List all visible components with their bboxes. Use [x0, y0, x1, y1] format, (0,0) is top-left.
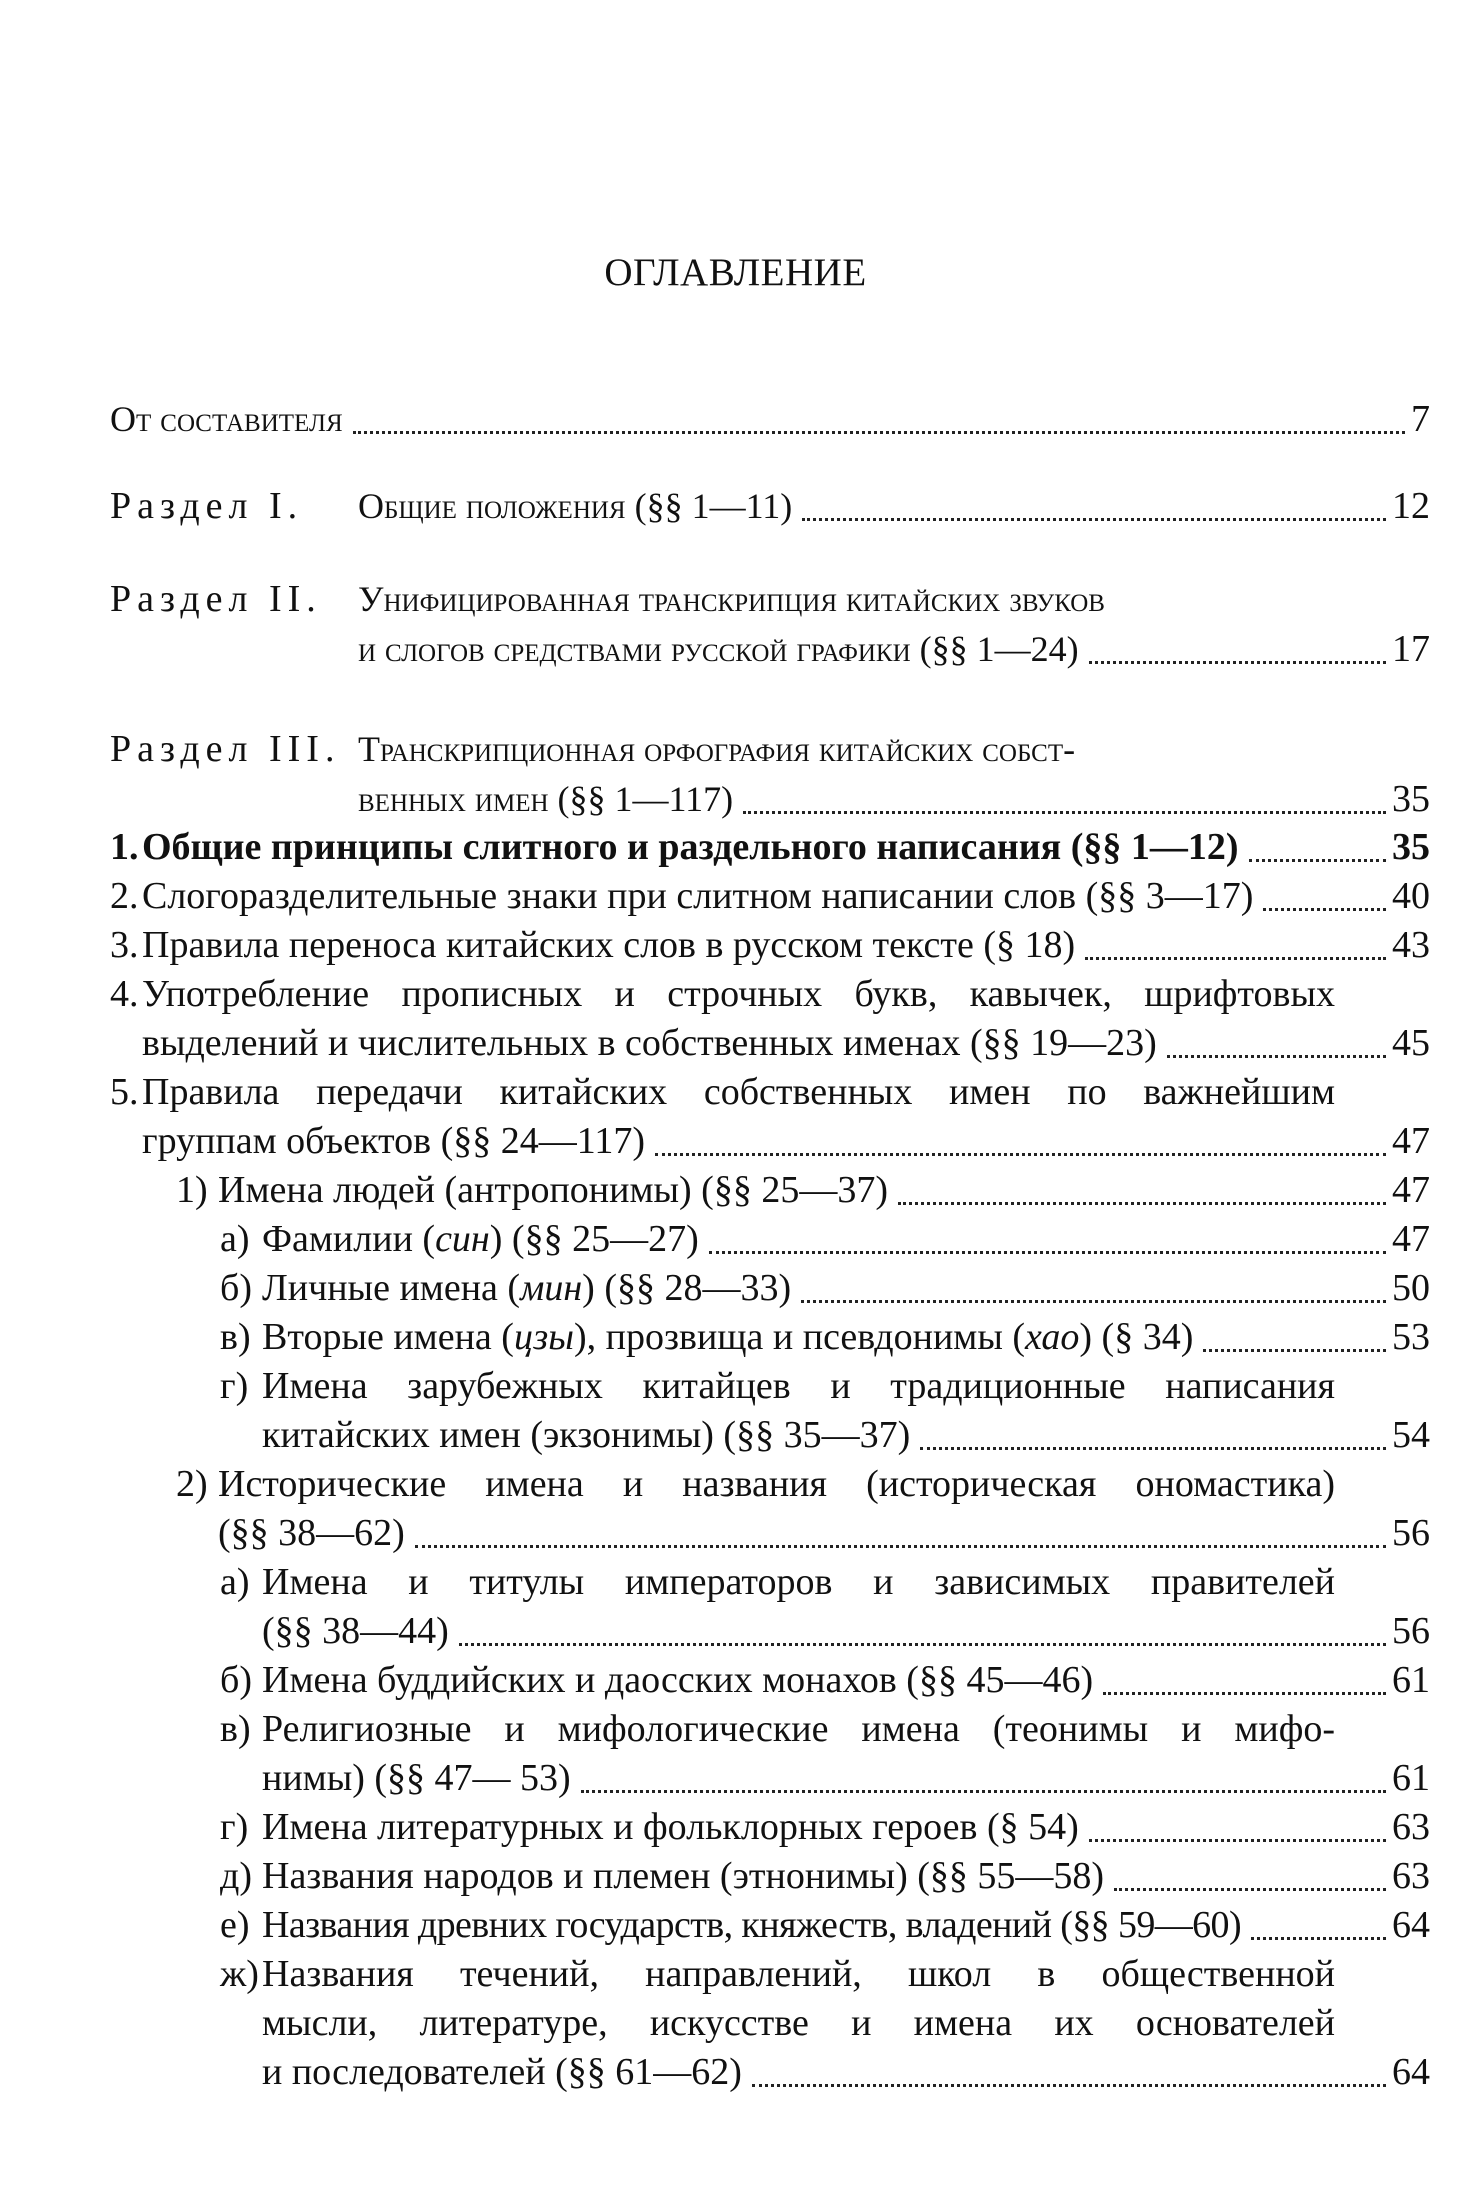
entry-number: в): [220, 1708, 251, 1750]
entry-text: Правила передачи китайских собственных имен по важнейшим: [142, 1071, 1335, 1113]
dot-leader: [802, 515, 1386, 521]
dot-leader: [1249, 856, 1386, 862]
entry-number: 1.: [110, 826, 139, 868]
entry-number: 3.: [110, 924, 139, 966]
entry-text: Религиозные и мифологические имена (теонимы и мифо-: [262, 1708, 1335, 1750]
dot-leader: [898, 1199, 1386, 1205]
page-number: 45: [1392, 1022, 1430, 1064]
dot-leader: [920, 1444, 1386, 1450]
entry-number: б): [220, 1267, 252, 1309]
entry-text: Названия древних государств, княжеств, владений (§§ 59—60): [262, 1904, 1242, 1946]
dot-leader: [1089, 1836, 1386, 1842]
dot-leader: [1103, 1689, 1386, 1695]
dot-leader: [1167, 1052, 1386, 1058]
section-label: Раздел II.: [110, 578, 322, 620]
dot-leader: [1089, 658, 1386, 664]
entry-text: Названия течений, направлений, школ в общественной: [262, 1953, 1335, 1995]
page-number: 47: [1392, 1218, 1430, 1260]
dot-leader: [581, 1787, 1386, 1793]
entry-number: а): [220, 1561, 250, 1603]
dot-leader: [743, 808, 1386, 814]
dot-leader: [1085, 954, 1386, 960]
page-number: 43: [1392, 924, 1430, 966]
entry-text: Общие положения (§§ 1—11): [358, 486, 793, 526]
page-number: 7: [1411, 398, 1430, 440]
entry-text: Имена людей (антропонимы) (§§ 25—37): [218, 1169, 888, 1211]
page-number: 53: [1392, 1316, 1430, 1358]
entry-text: Правила переноса китайских слов в русском тексте (§ 18): [142, 924, 1076, 966]
dot-leader: [752, 2081, 1386, 2087]
entry-text: Имена буддийских и даосских монахов (§§ 45—46): [262, 1659, 1094, 1701]
entry-text: группам объектов (§§ 24—117): [142, 1120, 645, 1162]
section-label: Раздел I.: [110, 485, 304, 527]
dot-leader: [1263, 905, 1386, 911]
entry-number: 5.: [110, 1071, 139, 1113]
page-number: 35: [1392, 826, 1430, 868]
entry-number: е): [220, 1904, 250, 1946]
dot-leader: [415, 1542, 1386, 1548]
page-title: ОГЛАВЛЕНИЕ: [604, 251, 867, 294]
page-number: 63: [1392, 1806, 1430, 1848]
entry-number: ж): [220, 1953, 259, 1995]
entry-text: Транскрипционная орфография китайских собст-: [358, 729, 1076, 769]
entry-number: 1): [176, 1169, 208, 1211]
entry-number: 2): [176, 1463, 208, 1505]
page-number: 64: [1392, 1904, 1430, 1946]
page-number: 56: [1392, 1512, 1430, 1554]
page-number: 12: [1392, 485, 1430, 527]
entry-number: 4.: [110, 973, 139, 1015]
entry-text: Имена литературных и фольклорных героев (§ 54): [262, 1806, 1079, 1848]
dot-leader: [1203, 1346, 1386, 1352]
page-number: 61: [1392, 1659, 1430, 1701]
entry-text: Имена зарубежных китайцев и традиционные написания: [262, 1365, 1335, 1407]
page-number: 47: [1392, 1169, 1430, 1211]
entry-text: Употребление прописных и строчных букв, кавычек, шрифтовых: [142, 973, 1335, 1015]
page-number: 47: [1392, 1120, 1430, 1162]
dot-leader: [1251, 1934, 1386, 1940]
entry-text: Фамилии (син) (§§ 25—27): [262, 1218, 699, 1260]
entry-number: а): [220, 1218, 250, 1260]
entry-text: Слогоразделительные знаки при слитном написании слов (§§ 3—17): [142, 875, 1254, 917]
dot-leader: [709, 1248, 1386, 1254]
entry-text: и слогов средствами русской графики (§§ 1—24): [358, 629, 1079, 669]
page-number: 56: [1392, 1610, 1430, 1652]
entry-text: (§§ 38—44): [262, 1610, 449, 1652]
entry-text: От составителя: [110, 399, 343, 439]
entry-text: Исторические имена и названия (историческая ономастика): [218, 1463, 1335, 1505]
section-label: Раздел III.: [110, 728, 341, 770]
entry-number: г): [220, 1806, 249, 1848]
entry-text: Личные имена (мин) (§§ 28—33): [262, 1267, 792, 1309]
dot-leader: [655, 1150, 1386, 1156]
entry-text: (§§ 38—62): [218, 1512, 405, 1554]
entry-text: венных имен (§§ 1—117): [358, 779, 734, 819]
entry-text: Общие принципы слитного и раздельного написания (§§ 1—12): [142, 826, 1239, 868]
page-number: 64: [1392, 2051, 1430, 2093]
entry-text: нимы) (§§ 47— 53): [262, 1757, 571, 1799]
dot-leader: [801, 1297, 1386, 1303]
page-number: 61: [1392, 1757, 1430, 1799]
entry-text: выделений и числительных в собственных именах (§§ 19—23): [142, 1022, 1157, 1064]
entry-text: и последователей (§§ 61—62): [262, 2051, 742, 2093]
entry-number: в): [220, 1316, 251, 1358]
page-number: 35: [1392, 778, 1430, 820]
entry-number: д): [220, 1855, 252, 1897]
page-number: 54: [1392, 1414, 1430, 1456]
dot-leader: [353, 428, 1405, 434]
dot-leader: [459, 1640, 1386, 1646]
dot-leader: [1114, 1885, 1386, 1891]
entry-text: Имена и титулы императоров и зависимых правителей: [262, 1561, 1335, 1603]
entry-number: 2.: [110, 875, 139, 917]
entry-text: Названия народов и племен (этнонимы) (§§ 55—58): [262, 1855, 1105, 1897]
entry-number: б): [220, 1659, 252, 1701]
entry-text: мысли, литературе, искусстве и имена их основателей: [262, 2002, 1335, 2044]
page-number: 17: [1392, 628, 1430, 670]
entry-number: г): [220, 1365, 249, 1407]
page-number: 63: [1392, 1855, 1430, 1897]
entry-text: Унифицированная транскрипция китайских звуков: [358, 579, 1105, 619]
page-number: 40: [1392, 875, 1430, 917]
entry-text: Вторые имена (цзы), прозвища и псевдонимы (хао) (§ 34): [262, 1316, 1194, 1358]
page-number: 50: [1392, 1267, 1430, 1309]
entry-text: китайских имен (экзонимы) (§§ 35—37): [262, 1414, 911, 1456]
